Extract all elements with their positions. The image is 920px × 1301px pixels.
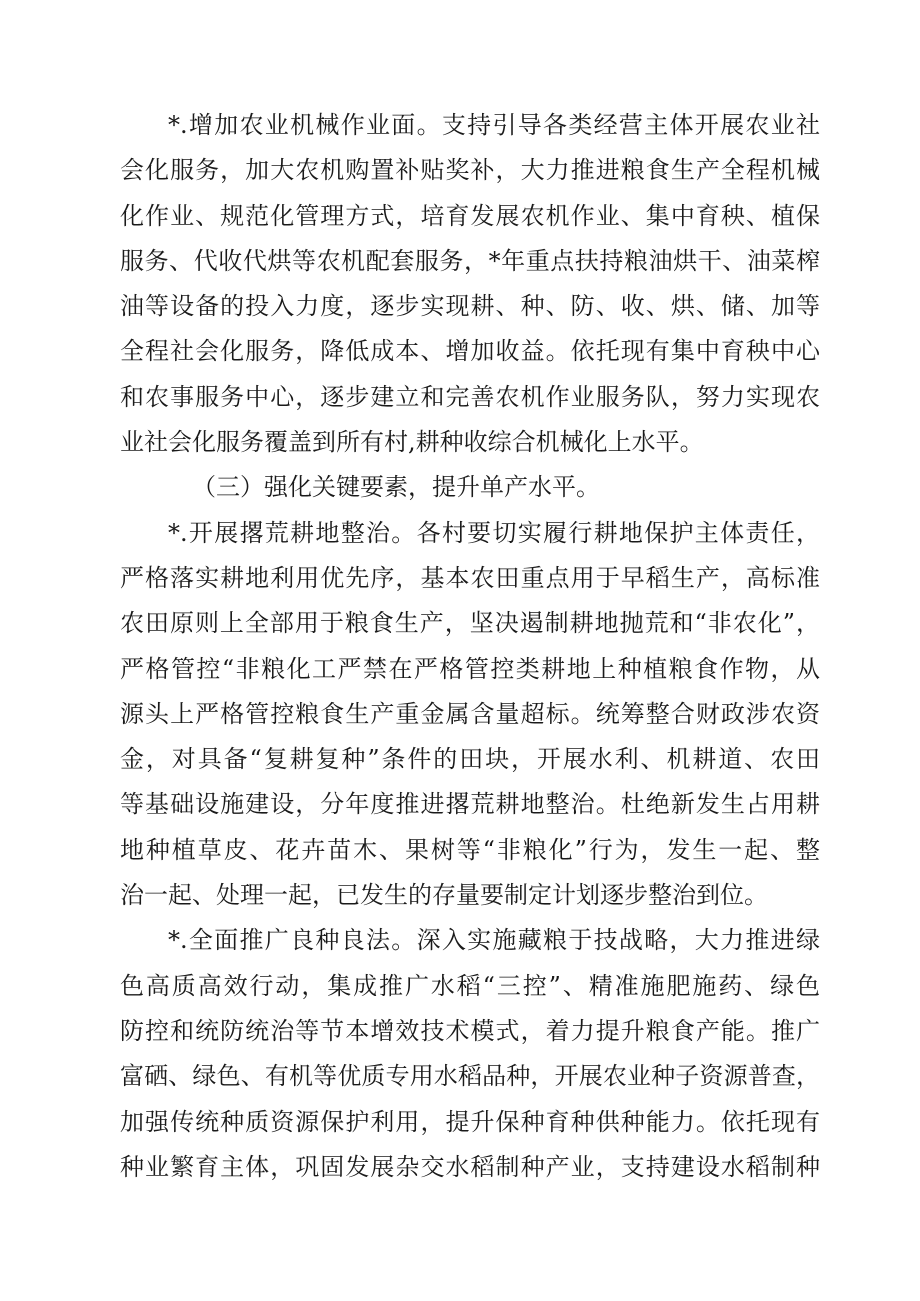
- text-line: 全程社会化服务，降低成本、增加收益。依托现有集中育秧中心: [120, 337, 820, 366]
- text-line: *.开展撂荒耕地整治。各村要切实履行耕地保护主体责任，: [168, 518, 820, 547]
- text-line: 会化服务，加大农机购置补贴奖补，大力推进粮食生产全程机械: [120, 156, 820, 185]
- text-line: 服务、代收代烘等农机配套服务，*年重点扶持粮油烘干、油菜榨: [120, 246, 820, 275]
- text-line: 油等设备的投入力度，逐步实现耕、种、防、收、烘、储、加等: [120, 292, 820, 321]
- text-line: 化作业、规范化管理方式，培育发展农机作业、集中育秧、植保: [120, 201, 820, 230]
- text-line: 严格管控“非粮化工严禁在严格管控类耕地上种植粮食作物，从: [120, 654, 820, 683]
- text-line: 富硒、绿色、有机等优质专用水稻品种，开展农业种子资源普查，: [120, 1062, 820, 1091]
- text-line: 色高质高效行动，集成推广水稻“三控”、精准施肥施药、绿色: [120, 971, 820, 1000]
- text-line: 农田原则上全部用于粮食生产，坚决遏制耕地抛荒和“非农化”，: [120, 609, 820, 638]
- text-line: 源头上严格管控粮食生产重金属含量超标。统筹整合财政涉农资: [120, 699, 820, 728]
- document-body: [120, 103, 820, 1190]
- text-line: 金，对具备“复耕复种”条件的田块，开展水利、机耕道、农田: [120, 745, 820, 774]
- section-heading: （三）强化关键要素，提升单产水平。: [192, 473, 600, 502]
- text-line: 地种植草皮、花卉苗木、果树等“非粮化”行为，发生一起、整: [120, 835, 820, 864]
- text-line: 严格落实耕地利用优先序，基本农田重点用于早稻生产，高标准: [120, 563, 820, 592]
- text-line: 治一起、处理一起，已发生的存量要制定计划逐步整治到位。: [120, 881, 768, 910]
- text-line: 等基础设施建设，分年度推进撂荒耕地整治。杜绝新发生占用耕: [120, 790, 820, 819]
- text-line: *.全面推广良种良法。深入实施藏粮于技战略，大力推进绿: [168, 926, 820, 955]
- text-line: 业社会化服务覆盖到所有村,耕种收综合机械化上水平。: [120, 428, 704, 457]
- text-line: *.增加农业机械作业面。支持引导各类经营主体开展农业社: [168, 111, 820, 139]
- text-line: 和农事服务中心，逐步建立和完善农机作业服务队，努力实现农: [120, 382, 820, 411]
- text-line: 加强传统种质资源保护利用，提升保种育种供种能力。依托现有: [120, 1107, 820, 1136]
- text-line: 防控和统防统治等节本增效技术模式，着力提升粮食产能。推广: [120, 1016, 820, 1045]
- text-line: 种业繁育主体，巩固发展杂交水稻制种产业，支持建设水稻制种: [120, 1152, 820, 1181]
